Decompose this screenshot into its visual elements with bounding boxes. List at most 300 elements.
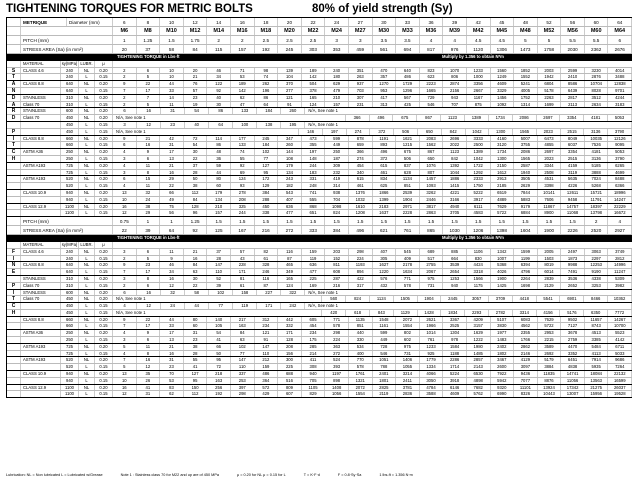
side-letter [7, 204, 21, 210]
torque-cell: 18084 [585, 371, 609, 377]
torque-cell: 1734 [489, 115, 513, 121]
torque-cell: 867 [420, 149, 444, 155]
torque-cell: 21 [160, 163, 184, 169]
diameter-cell: 56 [561, 18, 585, 26]
size-cell: M39 [443, 27, 467, 35]
torque-cell: 688 [278, 371, 302, 377]
torque-cell: 60 [184, 323, 208, 329]
sy-cell: 1100 [61, 385, 79, 391]
torque-cell: 298 [349, 249, 373, 255]
torque-cell: 1167 [467, 95, 491, 101]
torque-cell: 1566 [467, 276, 491, 282]
torque-cell: 771 [396, 276, 420, 282]
torque-cell: 119 [302, 256, 326, 262]
sy-cell: 310 [61, 95, 79, 101]
sy-cell: 520 [61, 357, 79, 363]
col-mu: μ [95, 242, 113, 248]
torque-cell: 288 [255, 197, 279, 203]
torque-cell: 2072 [396, 317, 420, 323]
torque-cell: 96 [184, 210, 208, 216]
torque-cell: 1766 [514, 337, 538, 343]
torque-cell: 104 [278, 74, 302, 80]
torque-cell: 3888 [585, 170, 609, 176]
torque-cell: 4609 [443, 391, 467, 397]
torque-cell: 76 [184, 81, 208, 87]
size-cell: M18 [255, 27, 279, 35]
side-cell [7, 36, 21, 44]
torque-cell: 195 [281, 122, 305, 128]
header-cell: 1473 [514, 45, 538, 53]
torque-cell: 146 [299, 129, 323, 135]
torque-cell: 2971 [396, 204, 420, 210]
torque-cell: 179 [278, 163, 302, 169]
torque-cell: 894 [349, 269, 373, 275]
header-cell: 761 [396, 226, 420, 234]
torque-cell: 55 [184, 357, 208, 363]
torque-cell: 7526 [585, 142, 609, 148]
torque-cell: 2086 [513, 115, 537, 121]
sy-cell: 640 [61, 262, 79, 268]
torque-cell: 5309 [608, 276, 632, 282]
torque-cell: 823 [420, 68, 444, 74]
torque-cell: 23 [184, 95, 208, 101]
torque-cell: 1129 [394, 310, 418, 316]
torque-cell: 3314 [513, 310, 537, 316]
header-cell: 1.5 [396, 217, 420, 225]
torque-cell: 1428 [418, 310, 442, 316]
diameter-cell: 6 [113, 18, 137, 26]
torque-cell: 1392 [443, 163, 467, 169]
torque-cell: 13007 [561, 391, 585, 397]
torque-cell: 14247 [608, 197, 632, 203]
sy-cell: 725 [61, 163, 79, 169]
torque-cell: 788 [373, 364, 397, 370]
torque-cell: 21 [184, 249, 208, 255]
torque-cell: 152 [325, 256, 349, 262]
torque-cell: 1124 [370, 296, 394, 302]
side-letter [7, 190, 21, 196]
torque-cell: 278 [231, 190, 255, 196]
torque-cell: 2817 [561, 95, 585, 101]
torque-cell: 16 [160, 276, 184, 282]
table-row [7, 204, 632, 211]
torque-cell: 1980 [467, 344, 491, 350]
torque-cell: 378 [302, 88, 326, 94]
torque-cell: 576 [373, 276, 397, 282]
torque-cell: 203 [325, 249, 349, 255]
mu-cell: 0.15 [95, 364, 113, 370]
header-cell: 1.5 [561, 217, 585, 225]
torque-cell: 2083 [420, 136, 444, 142]
mu-cell: 0.20 [95, 262, 113, 268]
torque-cell: 28 [184, 170, 208, 176]
torque-cell: 1314 [514, 102, 538, 108]
torque-cell: 2264 [514, 276, 538, 282]
side-letter [7, 357, 21, 363]
torque-cell: 7914 [585, 357, 609, 363]
material-cell: CLASS 12.9 [21, 385, 61, 391]
sy-cell: 1100 [61, 204, 79, 210]
torque-cell: 314 [325, 183, 349, 189]
material-cell [21, 337, 61, 343]
torque-cell: 12 [137, 122, 161, 128]
torque-cell: 400 [349, 351, 373, 357]
side-letter [7, 210, 21, 216]
torque-cell: 11 [160, 102, 184, 108]
lubr-cell: NL [79, 95, 95, 101]
torque-cell: 2286 [443, 357, 467, 363]
material-cell [21, 74, 61, 80]
torque-cell: 33 [160, 88, 184, 94]
material-cell: ASTM A36 [21, 330, 61, 336]
torque-cell: 83 [160, 385, 184, 391]
torque-cell: 31 [160, 357, 184, 363]
torque-cell: 1044 [443, 170, 467, 176]
table-row [7, 344, 632, 351]
torque-cell: 5107 [491, 317, 515, 323]
lubr-cell: L [79, 323, 95, 329]
torque-cell: 287 [325, 276, 349, 282]
torque-cell: 6394 [514, 262, 538, 268]
torque-cell: 2150 [491, 163, 515, 169]
torque-cell: 15 [137, 176, 161, 182]
table-row [7, 276, 632, 283]
torque-cell: 1714 [443, 364, 467, 370]
diameter-cell: 48 [514, 18, 538, 26]
torque-cell: 572 [255, 385, 279, 391]
banner-right: Multiply by 1.356 to obtain N*m [442, 54, 504, 59]
header-cell: 125 [207, 226, 231, 234]
torque-cell: 285 [302, 344, 326, 350]
torque-cell: 650 [418, 129, 442, 135]
torque-cell: 8049 [561, 136, 585, 142]
table-row [7, 115, 632, 122]
torque-cell: 95 [207, 357, 231, 363]
mu-cell: 0.15 [95, 129, 113, 135]
sy-cell: 640 [61, 81, 79, 87]
torque-cell: 618 [346, 310, 370, 316]
torque-cell: 7077 [514, 378, 538, 384]
torque-cell: 543 [278, 190, 302, 196]
torque-cell: 4 [113, 183, 137, 189]
torque-cell: 12253 [585, 262, 609, 268]
torque-cell: 1750 [467, 183, 491, 189]
torque-cell: 12126 [608, 136, 632, 142]
torque-cell: 11 [137, 344, 161, 350]
mu-cell: 0.20 [95, 108, 113, 114]
side-letter: I [7, 290, 21, 296]
material-cell: Class 70 [21, 283, 61, 289]
banner-std [7, 54, 632, 61]
torque-cell: 116 [278, 249, 302, 255]
torque-cell: 56 [160, 210, 184, 216]
torque-cell: 1342 [491, 249, 515, 255]
header-cell: 1604 [514, 226, 538, 234]
torque-cell: 2697 [538, 149, 562, 155]
size-cell: M6 [113, 27, 137, 35]
torque-cell: 1292 [467, 170, 491, 176]
torque-cell: 1007 [491, 256, 515, 262]
torque-cell: 442 [278, 317, 302, 323]
torque-cell: 943 [443, 95, 467, 101]
header-cell: 459 [349, 45, 373, 53]
header-cell: 1.5 [467, 217, 491, 225]
torque-cell: 1191 [373, 136, 397, 142]
stress-row-std [7, 45, 632, 54]
torque-cell: 234 [255, 323, 279, 329]
torque-cell: 41 [207, 337, 231, 343]
material-cell: CLASS 12.9 [21, 204, 61, 210]
lubr-cell: NL [79, 317, 95, 323]
torque-cell: 4014 [608, 68, 632, 74]
torque-cell: 243 [278, 176, 302, 182]
header-label: PITCH (mm) [21, 36, 113, 44]
side-letter: C [7, 149, 21, 155]
mu-cell: 0.20 [95, 357, 113, 363]
pitch-row-fine [7, 217, 632, 226]
torque-cell: 8 [137, 351, 161, 357]
header-cell: 1.75 [184, 36, 208, 44]
torque-cell: 1562 [420, 142, 444, 148]
side-letter [7, 344, 21, 350]
lubr-cell: L [79, 88, 95, 94]
torque-cell: 1552 [514, 74, 538, 80]
table-row [7, 190, 632, 197]
torque-cell: 11247 [608, 269, 632, 275]
lubr-cell: NL [79, 163, 95, 169]
torque-cell: 898 [325, 378, 349, 384]
torque-cell: 1233 [420, 344, 444, 350]
torque-cell: 3352 [561, 351, 585, 357]
material-cell: Class 70 [21, 296, 61, 302]
torque-cell: 703 [349, 88, 373, 94]
torque-cell: 17 [137, 88, 161, 94]
torque-cell: 171 [278, 330, 302, 336]
torque-cell: 461 [349, 183, 373, 189]
torque-cell: 9 [137, 149, 161, 155]
side-letter [7, 385, 21, 391]
header-cell: 1.5 [278, 217, 302, 225]
torque-cell: 28 [184, 351, 208, 357]
torque-cell: 4129 [514, 357, 538, 363]
sy-cell: 250 [61, 149, 79, 155]
torque-cell: 851 [396, 183, 420, 189]
torque-cell: 9 [160, 256, 184, 262]
torque-cell: 6 [137, 249, 161, 255]
header-label: STRESS AREA (Sa) (in mm²) [21, 226, 113, 234]
table-row [7, 378, 632, 385]
torque-cell: 3183 [608, 102, 632, 108]
material-cell: CLASS 10.9 [21, 190, 61, 196]
lubr-cell: NL [79, 204, 95, 210]
table-row [7, 391, 632, 398]
torque-cell: 4226 [561, 183, 585, 189]
sy-cell: 240 [61, 68, 79, 74]
material-cell [21, 378, 61, 384]
mu-cell: 0.20 [95, 81, 113, 87]
torque-cell: 555 [302, 197, 326, 203]
torque-cell: 256 [207, 385, 231, 391]
torque-cell: 87 [255, 283, 279, 289]
torque-cell: 41 [137, 385, 161, 391]
torque-cell: 4005 [514, 88, 538, 94]
torque-cell: 6711 [608, 344, 632, 350]
torque-cell: 50 [184, 176, 208, 182]
torque-cell: 664 [443, 256, 467, 262]
torque-cell: 196 [255, 88, 279, 94]
torque-cell: 477 [302, 269, 326, 275]
torque-cell: 9 [113, 262, 137, 268]
diameter-cell: 42 [467, 18, 491, 26]
torque-cell: 128 [278, 337, 302, 343]
torque-cell: 40 [185, 122, 209, 128]
banner-left: TIGHTENING TORQUE in Lbs-ft [117, 235, 180, 241]
torque-cell: 1123 [443, 149, 467, 155]
torque-cell: 3781 [396, 385, 420, 391]
banner-spacer [7, 54, 113, 61]
sy-cell: 310 [61, 102, 79, 108]
torque-cell: 1300 [491, 156, 515, 162]
torque-cell: 6350 [584, 310, 608, 316]
size-cell: M16 [231, 27, 255, 35]
torque-cell: 108 [278, 156, 302, 162]
diameter-cell: 18 [255, 18, 279, 26]
torque-cell: 12611 [561, 190, 585, 196]
header-cell: 4.5 [467, 36, 491, 44]
torque-cell: 37 [207, 249, 231, 255]
banner-fine [7, 235, 632, 242]
torque-cell: 2755 [420, 262, 444, 268]
side-letter [7, 176, 21, 182]
torque-cell: 1554 [396, 323, 420, 329]
torque-cell: 1051 [373, 357, 397, 363]
sy-cell: 450 [61, 303, 79, 309]
torque-cell: 351 [349, 68, 373, 74]
material-cell [21, 122, 61, 128]
sy-cell: 520 [61, 183, 79, 189]
torque-cell: 23 [160, 364, 184, 370]
torque-cell: 298 [325, 330, 349, 336]
torque-cell: 3230 [585, 68, 609, 74]
torque-cell: 449 [373, 337, 397, 343]
torque-cell: 313 [373, 102, 397, 108]
torque-cell: 9 [137, 330, 161, 336]
torque-cell: 2539 [396, 190, 420, 196]
torque-cell: 4889 [491, 197, 515, 203]
torque-cell: 13 [113, 190, 137, 196]
sy-cell: 250 [61, 337, 79, 343]
header-cell: 976 [443, 45, 467, 53]
lubr-cell: NL [79, 357, 95, 363]
torque-cell: 192 [207, 391, 231, 397]
torque-cell: 72 [184, 136, 208, 142]
diameter-cell: 45 [491, 18, 515, 26]
size-cell: M27 [349, 27, 373, 35]
torque-cell: 2667 [467, 88, 491, 94]
torque-cell: 165 [278, 276, 302, 282]
torque-cell: 432 [373, 283, 397, 289]
torque-cell: 245 [255, 136, 279, 142]
torque-cell: 384 [255, 190, 279, 196]
torque-cell: 8488 [608, 176, 632, 182]
torque-cell: 3 [113, 156, 137, 162]
torque-cell: 84 [184, 197, 208, 203]
table-row [7, 290, 632, 297]
header-cell: 561 [373, 45, 397, 53]
torque-cell: 172 [255, 176, 279, 182]
torque-cell: 607 [278, 391, 302, 397]
torque-cell: 771 [325, 317, 349, 323]
table-row [7, 156, 632, 163]
table-row [7, 183, 632, 190]
torque-cell: 1098 [325, 204, 349, 210]
torque-cell: 3917 [467, 197, 491, 203]
torque-cell: 3367 [443, 317, 467, 323]
header-cell: 3.5 [373, 36, 397, 44]
torque-cell: 124 [231, 176, 255, 182]
torque-cell: 41 [184, 364, 208, 370]
torque-cell: 629 [325, 81, 349, 87]
torque-cell: 5053 [608, 115, 632, 121]
table-row [7, 197, 632, 204]
torque-cell: 2782 [489, 310, 513, 316]
header-cell: 1120 [467, 45, 491, 53]
table-row [7, 163, 632, 170]
torque-cell: 77 [255, 156, 279, 162]
torque-cell: 175 [302, 337, 326, 343]
header-cell: 245 [278, 45, 302, 53]
torque-cell: 3214 [396, 371, 420, 377]
torque-cell: 3790 [608, 129, 632, 135]
torque-cell: 11791 [585, 197, 609, 203]
torque-cell: 46 [160, 262, 184, 268]
table-row [7, 385, 632, 392]
torque-cell: 3329 [491, 88, 515, 94]
lubr-cell: NL [79, 68, 95, 74]
torque-cell: 129 [255, 183, 279, 189]
lubr-cell: L [79, 183, 95, 189]
torque-cell: 157 [325, 102, 349, 108]
sy-cell: 940 [61, 197, 79, 203]
torque-cell: 110 [207, 269, 231, 275]
torque-cell: 496 [370, 115, 394, 121]
torque-cell: 1548 [373, 317, 397, 323]
torque-cell: 23 [137, 262, 161, 268]
mu-cell: 0.20 [95, 317, 113, 323]
torque-cell: 640 [396, 68, 420, 74]
material-cell [21, 170, 61, 176]
side-cell [7, 27, 21, 35]
torque-cell: 92 [231, 163, 255, 169]
torque-cell: 3318 [467, 269, 491, 275]
header-cell: 1.25 [184, 217, 208, 225]
torque-cell: 625 [373, 183, 397, 189]
torque-cell: 179 [207, 190, 231, 196]
torque-cell: 3505 [514, 176, 538, 182]
torque-cell: 21 [137, 136, 161, 142]
sy-cell: 725 [61, 351, 79, 357]
torque-cell: 2862 [514, 344, 538, 350]
torque-cell: 18996 [608, 190, 632, 196]
torque-cell: 1406 [396, 357, 420, 363]
header-cell: 1.5 [538, 217, 562, 225]
torque-cell: 545 [396, 249, 420, 255]
mu-cell: 0.15 [95, 351, 113, 357]
torque-cell: 893 [373, 142, 397, 148]
torque-cell: 4160 [491, 136, 515, 142]
lubr-cell: L [79, 283, 95, 289]
torque-cell: 1621 [396, 136, 420, 142]
